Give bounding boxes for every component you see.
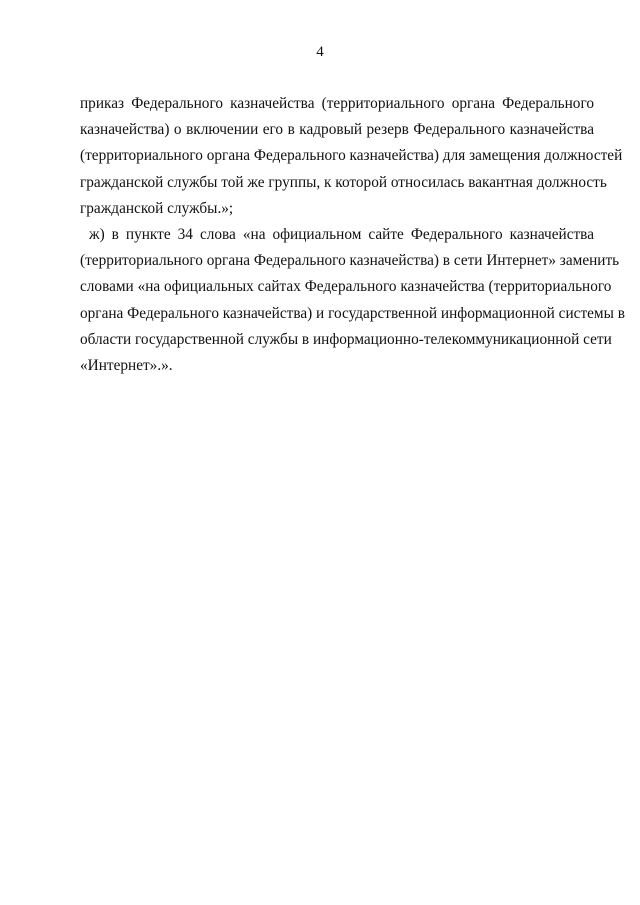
text-line: гражданской службы.»; [80, 199, 234, 217]
text-line: гражданской службы той же группы, к которой относилась вакантная должность [80, 173, 607, 191]
document-body [80, 91, 625, 379]
text-line: приказ Федерального казначейства (территориального органа Федерального [80, 95, 594, 112]
text-line: словами «на официальных сайтах Федерального казначейства (территориального [80, 278, 612, 296]
text-line: «Интернет».». [80, 356, 173, 374]
text-line: органа Федерального казначейства) и государственной информационной системы в [80, 304, 625, 322]
text-line: казначейства) о включении его в кадровый резерв Федерального казначейства [80, 121, 594, 139]
text-line: (территориального органа Федерального казначейства) в сети Интернет» заменить [80, 252, 620, 270]
page-number: 4 [316, 44, 324, 60]
text-line: (территориального органа Федерального казначейства) для замещения должностей [80, 147, 623, 165]
paragraph-dismissal-order [80, 91, 623, 222]
paragraph-item-zh [80, 222, 625, 379]
text-line: области государственной службы в информационно-телекоммуникационной сети [80, 330, 612, 348]
text-line: ж) в пункте 34 слова «на официальном сайте Федерального казначейства [89, 225, 594, 243]
